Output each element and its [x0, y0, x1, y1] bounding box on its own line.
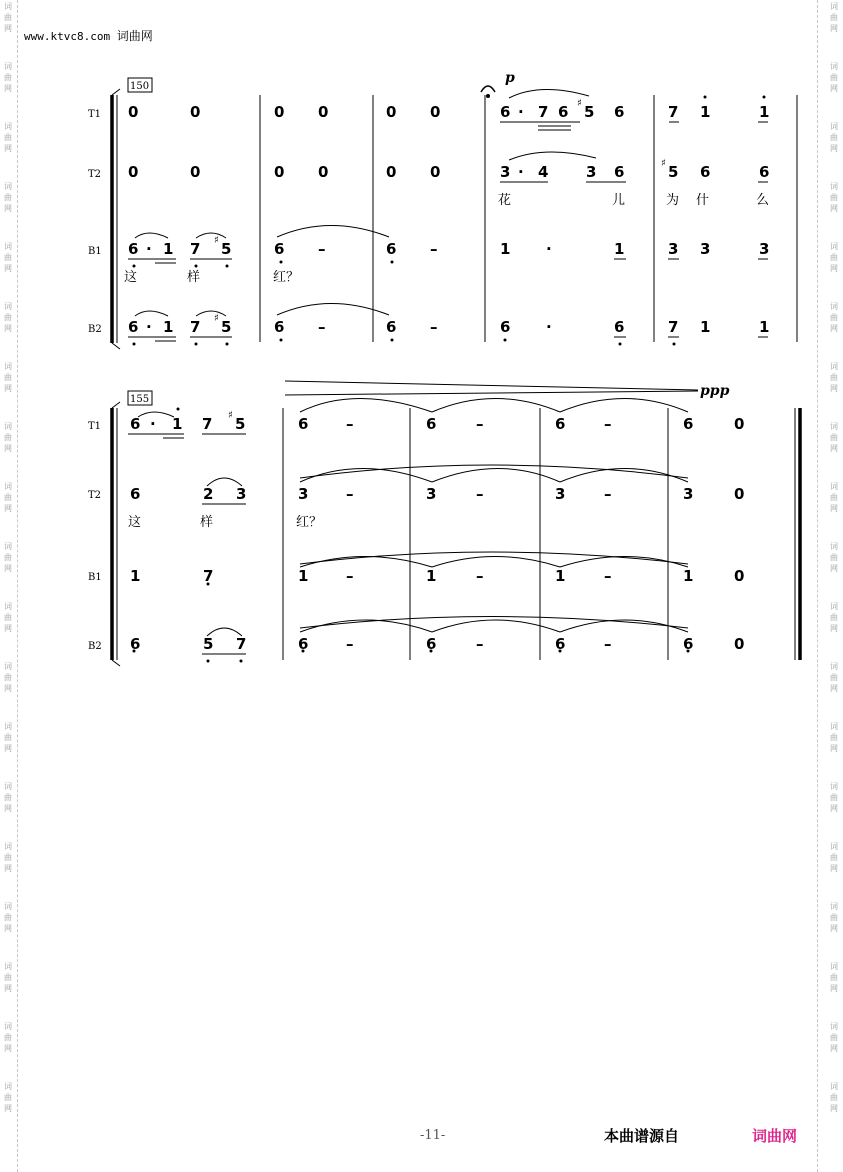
part-label-B2: B2 — [88, 641, 102, 652]
note: 3 — [668, 240, 679, 258]
note-dot: · — [518, 163, 524, 181]
note: 1 — [555, 567, 566, 585]
watermark-char: 曲 — [830, 913, 838, 922]
note-dot: · — [150, 415, 156, 433]
dash: – — [318, 240, 326, 258]
lyric: 样 — [187, 270, 201, 285]
dash: – — [346, 415, 354, 433]
dash: – — [430, 240, 438, 258]
note: 0 — [734, 635, 745, 653]
dash: – — [346, 635, 354, 653]
dash: – — [604, 415, 612, 433]
tie — [300, 399, 432, 413]
svg-text:♯: ♯ — [661, 158, 666, 169]
watermark-char: 词 — [830, 722, 838, 731]
watermark-char: 曲 — [830, 253, 838, 262]
watermark-char: 网 — [830, 144, 838, 153]
watermark-char: 网 — [830, 1104, 838, 1113]
watermark-char: 曲 — [4, 193, 12, 202]
note: 6 — [386, 240, 397, 258]
note-dot: · — [518, 103, 524, 121]
watermark-char: 曲 — [830, 1033, 838, 1042]
note: 6 — [128, 318, 139, 336]
watermark-char: 曲 — [830, 193, 838, 202]
watermark-char: 词 — [4, 1022, 12, 1031]
watermark-char: 曲 — [830, 433, 838, 442]
watermark-char: 词 — [4, 122, 12, 131]
watermark-char: 网 — [4, 384, 12, 393]
note: 6 — [683, 415, 694, 433]
watermark-char: 网 — [830, 444, 838, 453]
watermark-char: 曲 — [830, 133, 838, 142]
tie — [432, 469, 560, 483]
watermark-char: 词 — [4, 602, 12, 611]
watermark-char: 曲 — [830, 673, 838, 682]
watermark-char: 词 — [830, 662, 838, 671]
watermark-char: 网 — [830, 624, 838, 633]
note: 1 — [426, 567, 437, 585]
lyric: 样 — [200, 515, 214, 530]
note-dot: · — [146, 318, 152, 336]
svg-text:♯: ♯ — [228, 410, 233, 421]
watermark-char: 曲 — [830, 373, 838, 382]
dash: – — [346, 485, 354, 503]
note: 0 — [274, 163, 285, 181]
watermark-char: 网 — [830, 744, 838, 753]
watermark-char: 网 — [4, 624, 12, 633]
watermark-char: 网 — [830, 924, 838, 933]
system-2 — [112, 381, 800, 666]
note: 1 — [759, 103, 770, 121]
watermark-char: 网 — [830, 984, 838, 993]
footer-brand-logo[interactable]: 词曲网 — [752, 1127, 798, 1145]
watermark-char: 词 — [4, 782, 12, 791]
note: 6 — [128, 240, 139, 258]
dash: – — [476, 415, 484, 433]
watermark-char: 曲 — [830, 313, 838, 322]
watermark-char: 词 — [830, 1022, 838, 1031]
note: 6 — [759, 163, 770, 181]
note: 7 — [202, 415, 213, 433]
note: 6 — [614, 318, 625, 336]
note: 0 — [734, 485, 745, 503]
footer-source-label: 本曲谱源自 — [604, 1127, 680, 1145]
watermark-char: 网 — [830, 684, 838, 693]
site-name[interactable]: 词曲网 — [116, 29, 153, 43]
watermark-char: 词 — [4, 482, 12, 491]
watermark-char: 词 — [830, 62, 838, 71]
watermark-char: 曲 — [830, 733, 838, 742]
note: 6 — [426, 635, 437, 653]
note: 1 — [172, 415, 183, 433]
note: 0 — [190, 103, 201, 121]
watermark-char: 网 — [4, 1104, 12, 1113]
lyric: 红？ — [273, 270, 300, 285]
note: 5 — [221, 318, 232, 336]
note: 7 — [190, 240, 201, 258]
slur — [138, 412, 174, 417]
note: 3 — [298, 485, 309, 503]
watermark-char: 词 — [830, 242, 838, 251]
note: 5 — [235, 415, 246, 433]
note: 6 — [298, 635, 309, 653]
system-1-bracket-bottom — [112, 343, 120, 349]
note: 0 — [430, 103, 441, 121]
note: 7 — [203, 567, 214, 585]
note: 6 — [130, 635, 141, 653]
lyric: 花 — [498, 193, 512, 208]
note: 1 — [130, 567, 141, 585]
watermark-char: 词 — [4, 1082, 12, 1091]
note: 0 — [128, 103, 139, 121]
long-slur — [300, 552, 688, 564]
watermark-char: 网 — [830, 804, 838, 813]
watermark-char: 曲 — [830, 793, 838, 802]
part-label-T1: T1 — [88, 109, 102, 120]
watermark-char: 词 — [830, 362, 838, 371]
note-dot: · — [546, 240, 552, 258]
note: 7 — [190, 318, 201, 336]
lyric: 儿 — [612, 193, 626, 208]
watermark-char: 网 — [4, 924, 12, 933]
watermark-char: 曲 — [830, 73, 838, 82]
watermark-char: 词 — [4, 902, 12, 911]
note: 6 — [386, 318, 397, 336]
part-label-B2: B2 — [88, 324, 102, 335]
note: 4 — [538, 163, 549, 181]
dynamic-marking: p — [505, 70, 515, 86]
note: 1 — [500, 240, 511, 258]
note: 0 — [430, 163, 441, 181]
long-slur — [300, 465, 688, 478]
lyric: 红？ — [296, 515, 323, 530]
watermark-char: 曲 — [4, 493, 12, 502]
note: 3 — [500, 163, 511, 181]
watermark-char: 曲 — [830, 553, 838, 562]
note: 3 — [759, 240, 770, 258]
note: 6 — [426, 415, 437, 433]
tie — [560, 399, 688, 413]
part-label-B1: B1 — [88, 572, 102, 583]
watermark-char: 曲 — [4, 13, 12, 22]
note: 6 — [274, 318, 285, 336]
note: 2 — [203, 485, 214, 503]
watermark-char: 曲 — [4, 553, 12, 562]
note: 6 — [555, 415, 566, 433]
watermark-char: 网 — [4, 24, 12, 33]
watermark-char: 曲 — [4, 1033, 12, 1042]
note: 6 — [683, 635, 694, 653]
dash: – — [604, 635, 612, 653]
note: 1 — [700, 103, 711, 121]
watermark-char: 曲 — [4, 913, 12, 922]
note-dot: · — [546, 318, 552, 336]
note: 7 — [538, 103, 549, 121]
fermata — [481, 86, 495, 92]
svg-text:♯: ♯ — [214, 313, 219, 324]
watermark-char: 曲 — [4, 793, 12, 802]
watermark-char: 词 — [4, 842, 12, 851]
site-url[interactable]: www.ktvc8.com — [24, 30, 111, 43]
watermark-char: 网 — [830, 504, 838, 513]
watermark-char: 网 — [4, 264, 12, 273]
watermark-char: 网 — [830, 264, 838, 273]
slur — [277, 304, 389, 316]
note: 0 — [734, 567, 745, 585]
watermark-char: 词 — [830, 122, 838, 131]
note: 3 — [586, 163, 597, 181]
watermark-char: 曲 — [4, 1093, 12, 1102]
system-1-text — [88, 70, 769, 336]
dash: – — [476, 485, 484, 503]
watermark-char: 词 — [830, 2, 838, 11]
dash: – — [430, 318, 438, 336]
note: 1 — [683, 567, 694, 585]
note: 6 — [298, 415, 309, 433]
lyric: 么 — [756, 193, 770, 208]
watermark-char: 网 — [4, 564, 12, 573]
slur — [196, 233, 226, 238]
note: 6 — [700, 163, 711, 181]
note: 6 — [555, 635, 566, 653]
note: 1 — [163, 318, 174, 336]
watermark-char: 曲 — [830, 613, 838, 622]
watermark-char: 词 — [4, 62, 12, 71]
watermark-char: 词 — [830, 842, 838, 851]
note: 5 — [221, 240, 232, 258]
watermark-char: 词 — [4, 362, 12, 371]
watermark-char: 曲 — [830, 493, 838, 502]
lyric: 为 — [666, 193, 680, 208]
system-2-bracket-top — [112, 402, 120, 408]
watermark-char: 词 — [830, 542, 838, 551]
note: 1 — [163, 240, 174, 258]
part-label-T1: T1 — [88, 421, 102, 432]
system-1-bracket-top — [112, 89, 120, 95]
watermark-char: 词 — [4, 542, 12, 551]
note-dot: · — [146, 240, 152, 258]
decrescendo-hairpin-top — [285, 381, 698, 390]
note: 0 — [318, 163, 329, 181]
dash: – — [346, 567, 354, 585]
part-label-B1: B1 — [88, 246, 102, 257]
note: 0 — [386, 103, 397, 121]
svg-text:♯: ♯ — [577, 98, 582, 109]
watermark-char: 词 — [4, 302, 12, 311]
watermark-char: 曲 — [830, 1093, 838, 1102]
note: 1 — [700, 318, 711, 336]
note: 7 — [236, 635, 247, 653]
tie — [432, 557, 560, 568]
watermark-char: 曲 — [4, 613, 12, 622]
note: 6 — [130, 415, 141, 433]
watermark-char: 词 — [830, 962, 838, 971]
watermark-char: 词 — [830, 422, 838, 431]
note: 1 — [298, 567, 309, 585]
watermark-char: 词 — [830, 602, 838, 611]
dash: – — [604, 567, 612, 585]
note: 6 — [558, 103, 569, 121]
tie — [432, 620, 560, 632]
watermark-char: 词 — [4, 962, 12, 971]
watermark-char: 网 — [830, 384, 838, 393]
note: 7 — [668, 103, 679, 121]
dash: – — [318, 318, 326, 336]
dash: – — [604, 485, 612, 503]
system-1 — [112, 78, 797, 349]
measure-number: 150 — [130, 81, 150, 92]
watermark-char: 网 — [4, 324, 12, 333]
watermark-char: 网 — [830, 24, 838, 33]
watermark-char: 网 — [4, 444, 12, 453]
svg-text:♯: ♯ — [214, 235, 219, 246]
note: 6 — [130, 485, 141, 503]
note: 0 — [318, 103, 329, 121]
watermark-char: 网 — [4, 804, 12, 813]
decrescendo-hairpin-bottom — [285, 391, 698, 395]
page-number: -11- — [420, 1128, 446, 1143]
note: 5 — [584, 103, 595, 121]
slur — [196, 311, 226, 316]
watermark-char: 网 — [4, 84, 12, 93]
note: 3 — [426, 485, 437, 503]
dynamic-marking: ppp — [700, 383, 730, 399]
watermark-char: 网 — [4, 684, 12, 693]
watermark-char: 网 — [830, 1044, 838, 1053]
part-label-T2: T2 — [88, 490, 102, 501]
note: 6 — [500, 318, 511, 336]
note: 6 — [614, 103, 625, 121]
slur — [135, 311, 168, 316]
watermark-char: 网 — [830, 564, 838, 573]
watermark-char: 网 — [4, 1044, 12, 1053]
watermark-char: 词 — [4, 422, 12, 431]
note: 0 — [386, 163, 397, 181]
dash: – — [476, 635, 484, 653]
slur — [135, 233, 168, 238]
tie — [432, 399, 560, 413]
note: 3 — [700, 240, 711, 258]
slur — [509, 89, 589, 98]
watermark-char: 曲 — [4, 133, 12, 142]
note: 0 — [734, 415, 745, 433]
watermark-char: 网 — [4, 984, 12, 993]
watermark-char: 曲 — [830, 853, 838, 862]
watermark-char: 网 — [4, 504, 12, 513]
watermark-char: 网 — [830, 84, 838, 93]
watermark-char: 曲 — [4, 373, 12, 382]
watermark-char: 曲 — [830, 13, 838, 22]
long-slur — [300, 617, 688, 629]
watermark-char: 曲 — [4, 973, 12, 982]
system-2-text — [88, 383, 744, 653]
watermark-char: 词 — [830, 302, 838, 311]
watermark-char: 词 — [4, 2, 12, 11]
watermark-char: 词 — [830, 482, 838, 491]
note: 6 — [274, 240, 285, 258]
watermark-char: 网 — [4, 144, 12, 153]
watermark-char: 网 — [830, 324, 838, 333]
lyric: 什 — [696, 193, 710, 208]
watermark-char: 词 — [4, 242, 12, 251]
note: 6 — [500, 103, 511, 121]
note: 5 — [203, 635, 214, 653]
part-label-T2: T2 — [88, 169, 102, 180]
watermark-char: 词 — [830, 782, 838, 791]
dash: – — [476, 567, 484, 585]
watermark-char: 网 — [830, 204, 838, 213]
note: 1 — [614, 240, 625, 258]
watermark-char: 曲 — [4, 673, 12, 682]
slur — [509, 152, 596, 160]
watermark-char: 曲 — [4, 853, 12, 862]
watermark-char: 曲 — [4, 73, 12, 82]
note: 3 — [683, 485, 694, 503]
watermark-char: 词 — [830, 182, 838, 191]
note: 5 — [668, 163, 679, 181]
note: 1 — [759, 318, 770, 336]
watermark-char: 网 — [4, 204, 12, 213]
watermark-char: 网 — [4, 744, 12, 753]
note: 6 — [614, 163, 625, 181]
watermark-char: 网 — [830, 864, 838, 873]
lyric: 这 — [128, 515, 142, 530]
measure-number: 155 — [130, 394, 150, 405]
watermark-char: 词 — [4, 722, 12, 731]
watermark-char: 词 — [830, 1082, 838, 1091]
slur — [277, 226, 389, 238]
watermark-char: 词 — [4, 182, 12, 191]
note: 3 — [555, 485, 566, 503]
note: 7 — [668, 318, 679, 336]
watermark-char: 曲 — [4, 733, 12, 742]
watermark-char: 曲 — [830, 973, 838, 982]
watermark-char: 曲 — [4, 253, 12, 262]
note: 3 — [236, 485, 247, 503]
watermark-char: 网 — [4, 864, 12, 873]
note: 0 — [274, 103, 285, 121]
watermark-char: 曲 — [4, 313, 12, 322]
note: 0 — [128, 163, 139, 181]
lyric: 这 — [124, 270, 138, 285]
watermark-char: 词 — [830, 902, 838, 911]
watermark-char: 曲 — [4, 433, 12, 442]
system-2-bracket-bottom — [112, 660, 120, 666]
watermark-char: 词 — [4, 662, 12, 671]
note: 0 — [190, 163, 201, 181]
